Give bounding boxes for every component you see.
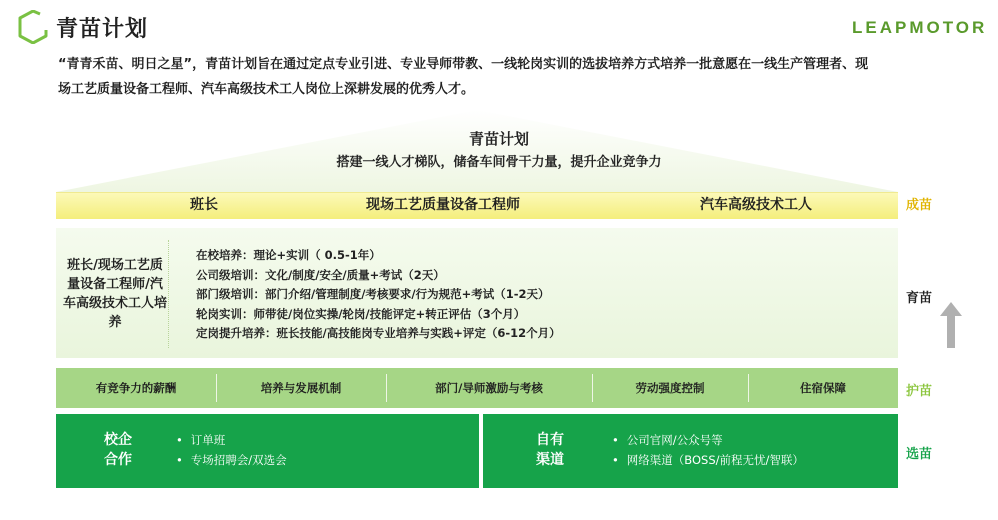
select-item: • 网络渠道（BOSS/前程无忧/智联） <box>612 450 804 470</box>
select-left-title: 校企 合作 <box>104 432 132 468</box>
cultivate-item: 部门级培训：部门介绍/管理制度/考核要求/行为规范+考试（1-2天） <box>196 287 550 301</box>
page-title: 青苗计划 <box>56 17 149 42</box>
stage-label-cultivate: 育苗 <box>906 291 933 306</box>
tier-grow-up-item-engineer: 现场工艺质量设备工程师 <box>366 197 520 213</box>
protect-item-salary: 有竞争力的薪酬 <box>95 381 177 395</box>
tier-cultivate-list <box>196 246 561 344</box>
select-right-list <box>612 430 804 470</box>
cultivate-item: 定岗提升培养：班长技能/高技能岗专业培养与实践+评定（6-12个月） <box>196 326 561 340</box>
hexagon-logo-icon <box>18 10 48 44</box>
protect-item-housing: 住宿保障 <box>800 381 846 395</box>
stage-label-grow-up: 成苗 <box>906 198 933 213</box>
protect-item-labor: 劳动强度控制 <box>635 381 705 395</box>
select-right-title: 自有 渠道 <box>536 432 564 468</box>
roof-title: 青苗计划 <box>468 130 529 148</box>
roof-subtitle: 搭建一线人才梯队，储备车间骨干力量，提升企业竞争力 <box>336 155 662 170</box>
intro-line-1: “青青禾苗、明日之星”，青苗计划旨在通过定点专业引进、专业导师带教、一线轮岗实训的选拔培养方式培养一批意愿在一线生产管理者、现 <box>58 57 869 72</box>
intro-line-2: 场工艺质量设备工程师、汽车高级技术工人岗位上深耕发展的优秀人才。 <box>58 82 475 97</box>
protect-item-incentive: 部门/导师激励与考核 <box>435 381 543 395</box>
stage-label-select: 选苗 <box>906 447 933 462</box>
cultivate-item: 轮岗实训：师带徒/岗位实操/轮岗/技能评定+转正评估（3个月） <box>196 306 526 321</box>
tier-cultivate-left-label: 班长/现场工艺质量设备工程师/汽车高级技术工人培养 <box>62 240 169 348</box>
select-item: • 公司官网/公众号等 <box>612 430 804 450</box>
tier-grow-up-item-monitor: 班长 <box>190 197 218 213</box>
stage-label-protect: 护苗 <box>906 384 933 399</box>
select-left-list <box>176 430 287 470</box>
select-item: • 专场招聘会/双选会 <box>176 450 287 470</box>
arrow-up-icon <box>940 302 962 348</box>
cultivate-item: 公司级培训：文化/制度/安全/质量+考试（2天） <box>196 267 445 282</box>
brand-logo: LEAPMOTOR <box>852 18 988 37</box>
cultivate-item: 在校培养：理论+实训（ 0.5-1年） <box>196 248 381 262</box>
intro-paragraph <box>58 52 978 102</box>
tier-grow-up-item-technician: 汽车高级技术工人 <box>700 197 812 213</box>
protect-item-development: 培养与发展机制 <box>260 381 342 395</box>
select-item: • 订单班 <box>176 430 287 450</box>
